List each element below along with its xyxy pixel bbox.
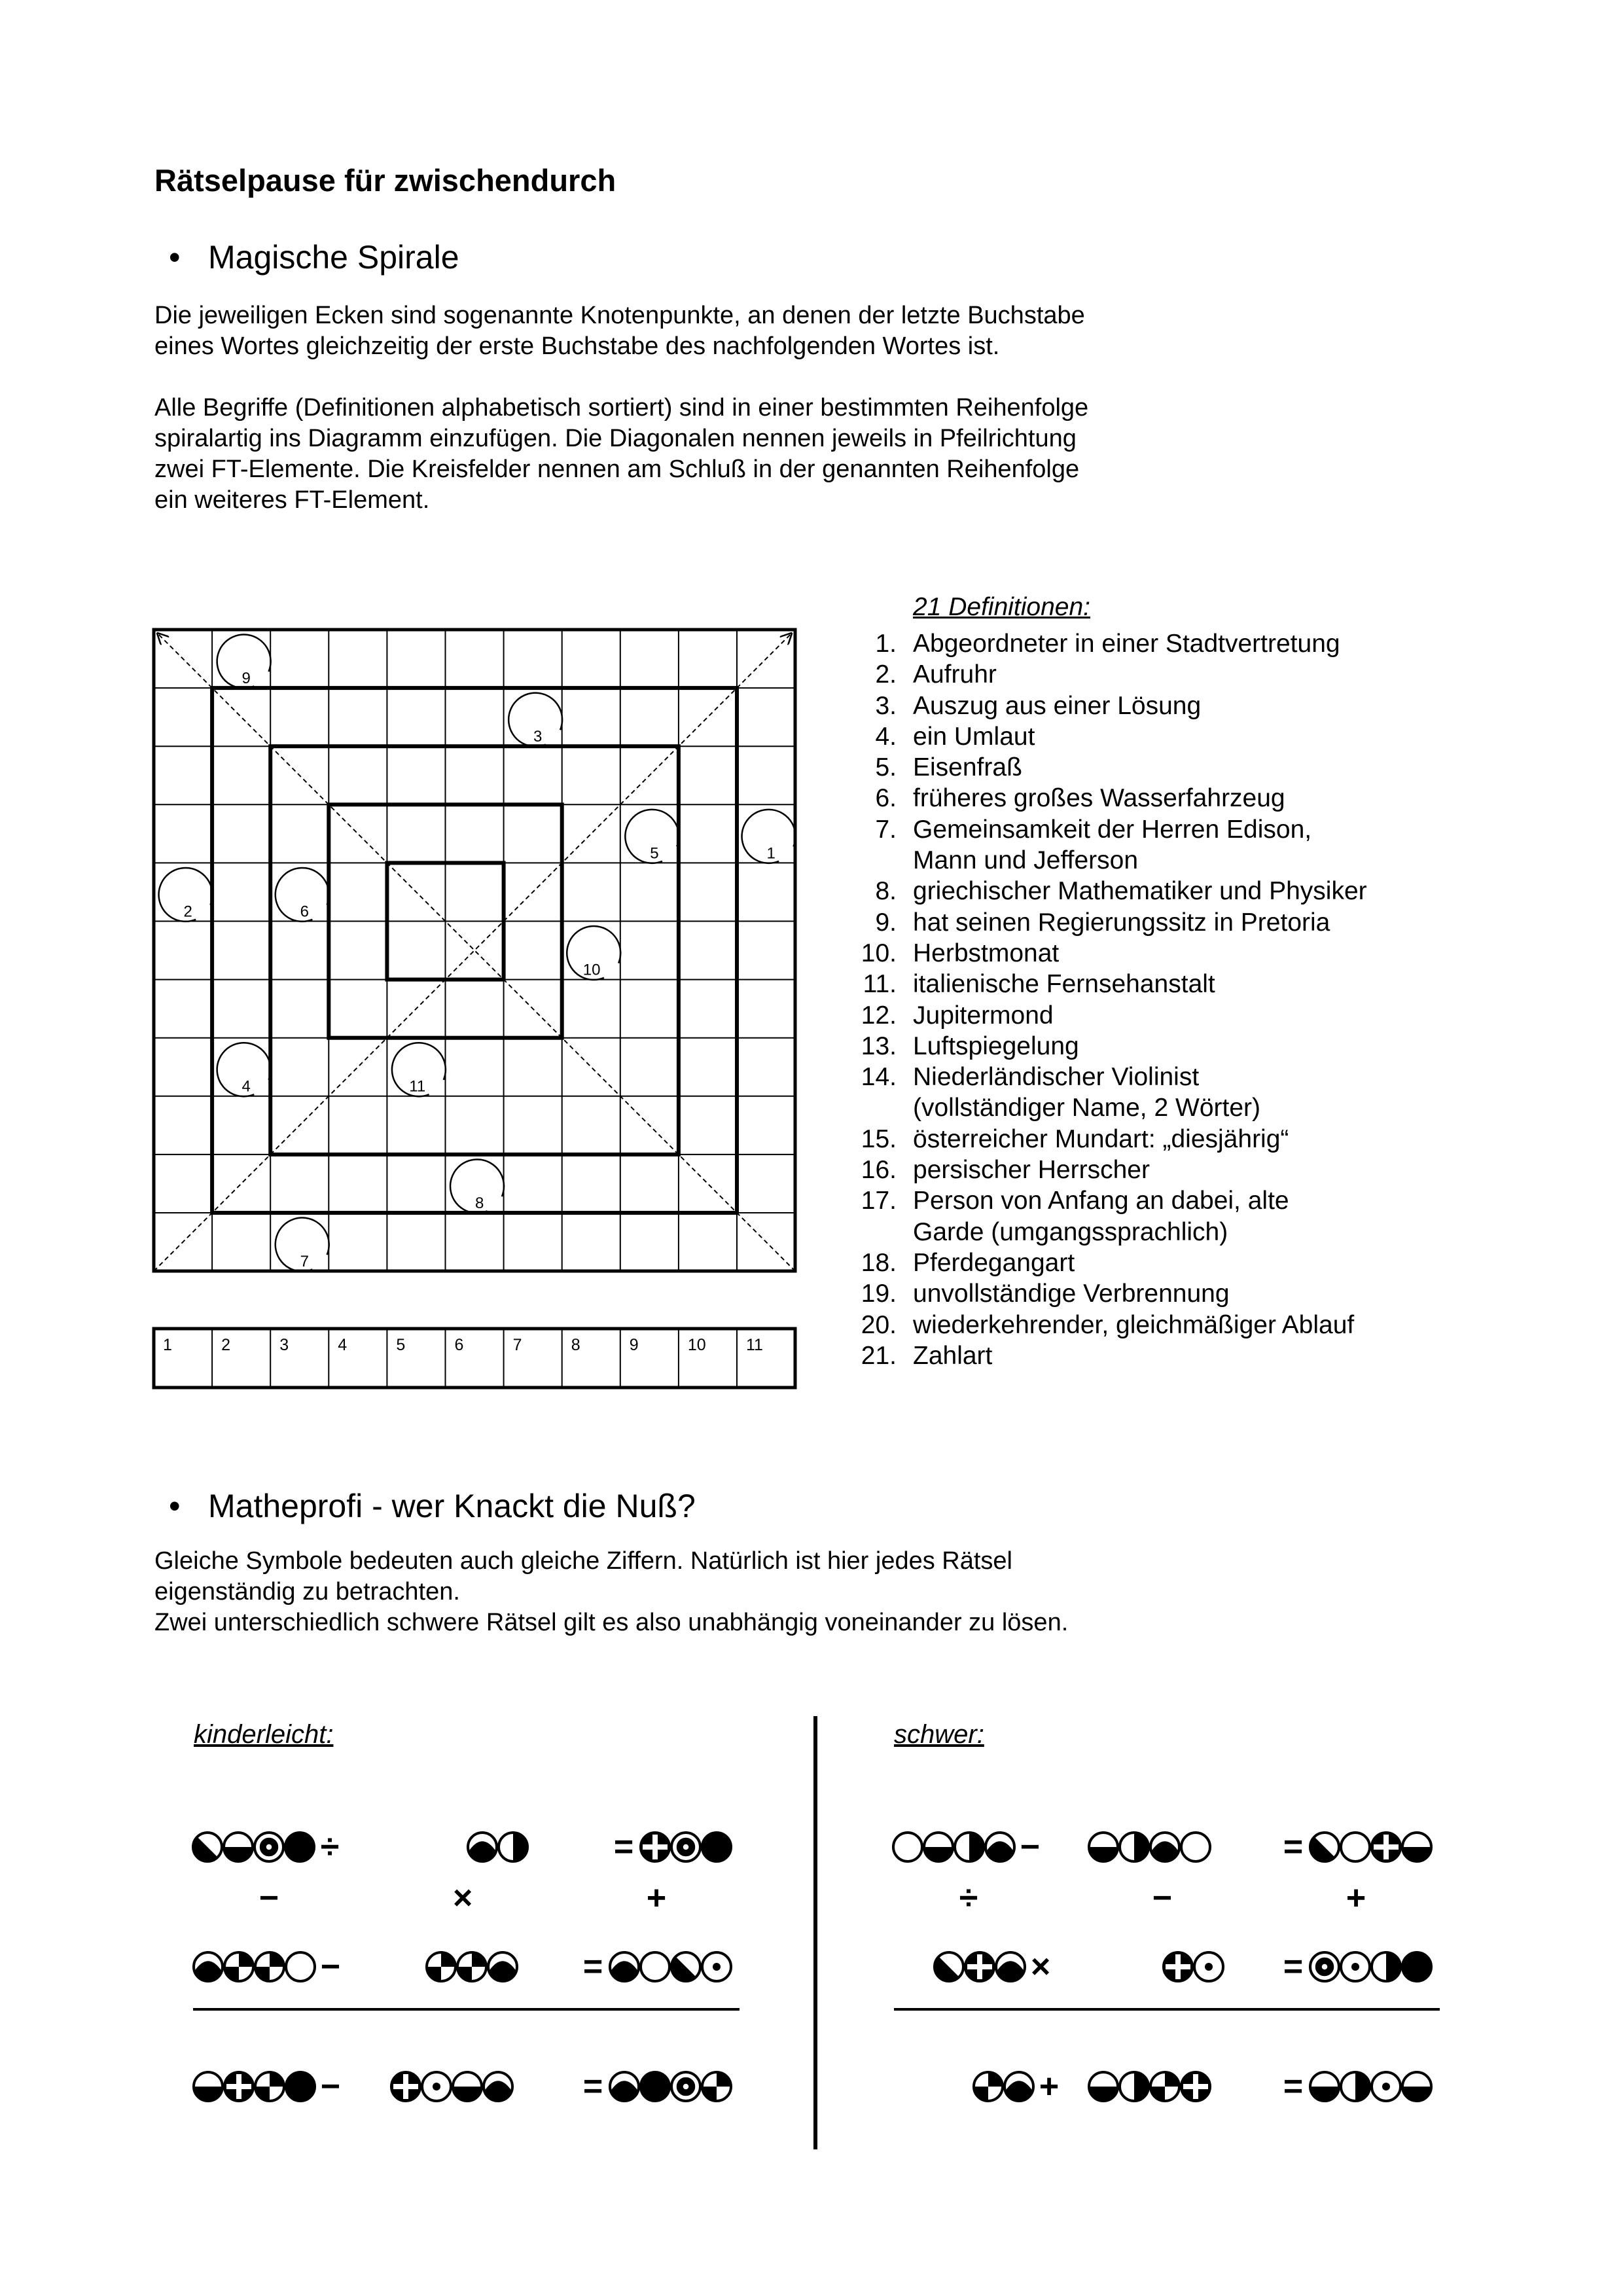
definition-line: Mann und Jefferson [913, 846, 1139, 875]
symbol-ck-icon [974, 2072, 1003, 2101]
diagonal-arrow-line [158, 634, 795, 1271]
definition-line: ein Umlaut [913, 722, 1035, 751]
definition-line: Garde (umgangssprachlich) [913, 1217, 1228, 1246]
section-heading-math-text: Matheprofi - wer Knackt die Nuß? [208, 1488, 696, 1524]
symbol-qs-icon [488, 1952, 517, 1981]
answer-cell-number: 3 [279, 1336, 289, 1354]
answer-cell-number: 8 [571, 1336, 580, 1354]
symbol-full-icon [702, 1833, 731, 1861]
definition-number: 13. [861, 1031, 897, 1060]
circle-field-number: 1 [766, 844, 776, 863]
symbol-ck-icon [702, 2072, 731, 2101]
definition-text [897, 1155, 1150, 1185]
symbol-vr-icon [1372, 1952, 1400, 1981]
definition-item [844, 969, 1367, 999]
easy-puzzle [193, 1828, 740, 2106]
definition-text [897, 969, 1215, 999]
section-heading-spiral [169, 238, 459, 276]
definition-item [844, 1340, 1367, 1371]
definition-text [897, 783, 1285, 814]
symbol-plus-icon [1372, 1833, 1400, 1861]
symbol-q1-icon [193, 1833, 222, 1861]
equals-sign: = [613, 1828, 634, 1866]
definition-line: Jupitermond [913, 1001, 1054, 1030]
definition-number: 18. [861, 1248, 897, 1277]
symbol-dot-icon [1194, 1952, 1223, 1981]
diagonal-arrow-line [154, 634, 791, 1271]
symbol-empty-icon [893, 1833, 922, 1861]
definition-item [844, 1062, 1367, 1124]
operator: − [320, 2068, 341, 2106]
circle-field-number: 2 [183, 903, 192, 921]
definition-item [844, 1247, 1367, 1278]
bullet: • [169, 1488, 181, 1524]
symbol-ring-icon [671, 1833, 700, 1861]
circle-field-number: 11 [409, 1077, 426, 1096]
symbol-dot-icon [422, 2072, 451, 2101]
definition-text [897, 628, 1340, 659]
answer-cell-number: 6 [454, 1336, 464, 1354]
definition-number: 11. [863, 970, 897, 999]
symbol-puzzles [0, 1767, 1623, 2134]
answer-cell-number: 4 [338, 1336, 348, 1354]
symbol-hl-icon [1089, 2072, 1118, 2101]
symbol-dot-icon [1341, 1952, 1370, 1981]
definition-number: 20. [861, 1310, 897, 1339]
definition-line: wiederkehrender, gleichmäßiger Ablauf [913, 1310, 1355, 1339]
symbol-qs-icon [610, 2072, 639, 2101]
definition-line: Luftspiegelung [913, 1031, 1079, 1060]
definition-item [844, 907, 1367, 938]
definition-line: Aufruhr [913, 660, 997, 689]
definition-item [844, 659, 1367, 690]
equation-row [194, 1948, 731, 1986]
symbol-plus-icon [1181, 2072, 1210, 2101]
definition-text [897, 938, 1059, 969]
symbol-hl-icon [1310, 2072, 1339, 2101]
symbol-hl-icon [1402, 2072, 1431, 2101]
symbol-qs-icon [986, 1833, 1014, 1861]
definition-number: 17. [861, 1187, 897, 1215]
definition-number: 16. [861, 1156, 897, 1185]
circle-field-number: 5 [650, 844, 659, 863]
definition-line: unvollständige Verbrennung [913, 1280, 1230, 1308]
answer-cell-number: 9 [629, 1336, 639, 1354]
operator: − [1020, 1828, 1041, 1866]
paragraph-line: Zwei unterschiedlich schwere Rätsel gilt es also unabhängig voneinander zu lösen. [154, 1609, 1069, 1636]
definition-item [844, 1155, 1367, 1185]
equation-row [193, 1828, 731, 1866]
hard-puzzle [893, 1828, 1440, 2106]
definition-number: 9. [875, 908, 897, 937]
symbol-qs-icon [468, 1833, 497, 1861]
circle-field-number: 6 [300, 903, 310, 921]
definition-number: 21. [861, 1341, 897, 1370]
symbol-vr-icon [955, 1833, 984, 1861]
paragraph-line: zwei FT-Elemente. Die Kreisfelder nennen am Schluß in der genannten Reihenfolge [154, 456, 1080, 483]
definition-item [844, 814, 1367, 876]
column-operator: − [1152, 1879, 1173, 1917]
definition-item [844, 721, 1367, 752]
definition-line: früheres großes Wasserfahrzeug [913, 784, 1285, 813]
symbol-empty-icon [641, 1952, 669, 1981]
symbol-ck-icon [255, 2072, 284, 2101]
definition-item [844, 691, 1367, 721]
symbol-qs-icon [610, 1952, 639, 1981]
symbol-q1-icon [1310, 1833, 1339, 1861]
definition-text [897, 907, 1330, 938]
answer-cell-number: 11 [746, 1336, 763, 1354]
column-operator: ÷ [959, 1879, 978, 1917]
definition-text [897, 814, 1311, 876]
equation-row [974, 2068, 1431, 2106]
paragraph-line: ein weiteres FT-Element. [154, 486, 430, 514]
symbol-ring-icon [671, 2072, 700, 2101]
circle-field-number: 3 [533, 728, 543, 746]
definition-line: Niederländischer Violinist [913, 1063, 1200, 1092]
equals-sign: = [1283, 1828, 1304, 1866]
operator: ÷ [320, 1828, 340, 1866]
operator: × [1030, 1948, 1051, 1986]
definition-line: griechischer Mathematiker und Physiker [913, 877, 1367, 906]
definition-line: Auszug aus einer Lösung [913, 691, 1202, 720]
symbol-full-icon [641, 2072, 669, 2101]
definition-text [897, 1000, 1054, 1031]
hard-label: schwer: [894, 1720, 984, 1749]
symbol-ring-icon [255, 1833, 283, 1861]
definition-number: 5. [875, 753, 897, 782]
equals-sign: = [582, 2068, 603, 2106]
circle-field-number: 9 [241, 669, 251, 687]
circle-field-number: 7 [300, 1252, 310, 1270]
definition-number: 10. [861, 939, 897, 967]
equation-row [935, 1948, 1431, 1986]
definition-item [844, 876, 1367, 906]
definition-number: 6. [875, 784, 897, 813]
answer-cell-number: 5 [396, 1336, 406, 1354]
definition-line: persischer Herrscher [913, 1156, 1150, 1185]
spiral-segment [212, 688, 737, 1213]
definition-number: 3. [875, 691, 897, 720]
paragraph-line: Alle Begriffe (Definitionen alphabetisch sortiert) sind in einer bestimmten Reihenfolge [154, 394, 1089, 422]
symbol-vr-icon [1120, 1833, 1149, 1861]
symbol-ring-icon [1310, 1952, 1339, 1981]
symbol-vr-icon [1341, 2072, 1370, 2101]
definition-line: Pferdegangart [913, 1248, 1075, 1277]
symbol-qs-icon [996, 1952, 1025, 1981]
definition-item [844, 1185, 1367, 1247]
paragraph-line: Die jeweiligen Ecken sind sogenannte Knotenpunkte, an denen der letzte Buchstabe [154, 302, 1085, 329]
spiral-intro-paragraph-1 [154, 300, 1085, 362]
paragraph-line: eigenständig zu betrachten. [154, 1578, 460, 1605]
definition-text [897, 1062, 1260, 1124]
definition-text [897, 752, 1022, 783]
definition-item [844, 1278, 1367, 1309]
definition-line: italienische Fernsehanstalt [913, 970, 1215, 999]
math-intro-paragraph [154, 1546, 1068, 1638]
page-title: Rätselpause für zwischendurch [154, 163, 616, 198]
definition-line: österreicher Mundart: „diesjährig“ [913, 1124, 1289, 1153]
definition-text [897, 721, 1035, 752]
symbol-q1-icon [671, 1952, 700, 1981]
symbol-ck-icon [1150, 2072, 1179, 2101]
symbol-ck-icon [427, 1952, 455, 1981]
symbol-full-icon [285, 1833, 314, 1861]
definition-number: 4. [875, 722, 897, 751]
definition-item [844, 938, 1367, 969]
definition-number: 8. [875, 877, 897, 906]
definition-item [844, 1124, 1367, 1155]
symbol-hl-icon [453, 2072, 482, 2101]
definition-line: Herbstmonat [913, 939, 1060, 967]
symbol-hl-icon [1089, 1833, 1118, 1861]
spiral-grid [144, 615, 812, 1401]
symbol-vr-icon [1120, 2072, 1149, 2101]
symbol-plus-icon [1164, 1952, 1192, 1981]
symbol-plus-icon [641, 1833, 669, 1861]
symbol-vr-icon [499, 1833, 527, 1861]
symbol-empty-icon [286, 1952, 315, 1981]
definition-number: 7. [875, 815, 897, 844]
column-operator: + [1346, 1879, 1366, 1917]
answer-cell-number: 10 [687, 1336, 706, 1354]
definition-item [844, 783, 1367, 814]
paragraph-line: spiralartig ins Diagramm einzufügen. Die Diagonalen nennen jeweils in Pfeilrichtung [154, 425, 1077, 452]
bullet: • [169, 239, 181, 276]
symbol-q1-icon [935, 1952, 963, 1981]
definition-line: Person von Anfang an dabei, alte [913, 1187, 1289, 1215]
symbol-ck-icon [255, 1952, 284, 1981]
symbol-qs-icon [194, 1952, 223, 1981]
definition-text [897, 876, 1367, 906]
operator: − [320, 1948, 341, 1986]
easy-label: kinderleicht: [194, 1720, 334, 1749]
definition-text [897, 691, 1201, 721]
equals-sign: = [1283, 1948, 1304, 1986]
definition-text [897, 1310, 1354, 1340]
definition-number: 12. [861, 1001, 897, 1030]
definition-line: Abgeordneter in einer Stadtvertretung [913, 630, 1340, 658]
definition-line: Gemeinsamkeit der Herren Edison, [913, 815, 1312, 844]
symbol-dot-icon [702, 1952, 731, 1981]
definition-text [897, 659, 997, 690]
symbol-plus-icon [224, 2072, 253, 2101]
answer-cell-number: 7 [512, 1336, 522, 1354]
definition-line: (vollständiger Name, 2 Wörter) [913, 1094, 1260, 1122]
definition-text [897, 1031, 1079, 1062]
equals-sign: = [582, 1948, 603, 1986]
symbol-qs-icon [484, 2072, 512, 2101]
definition-number: 19. [861, 1280, 897, 1308]
symbol-empty-icon [1341, 1833, 1370, 1861]
paragraph-line: eines Wortes gleichzeitig der erste Buchstabe des nachfolgenden Wortes ist. [154, 332, 1000, 360]
definition-text [897, 1124, 1289, 1155]
definition-item [844, 752, 1367, 783]
definition-item [844, 1000, 1367, 1031]
circle-field-number: 4 [241, 1077, 251, 1096]
symbol-qs-icon [1005, 2072, 1033, 2101]
equation-row [194, 2068, 731, 2106]
equation-row [893, 1828, 1431, 1866]
definition-text [897, 1247, 1075, 1278]
circle-field-number: 10 [582, 961, 601, 979]
definition-item [844, 628, 1367, 659]
section-heading-math [169, 1487, 696, 1525]
symbol-qs-icon [1150, 1833, 1179, 1861]
symbol-hl-icon [924, 1833, 953, 1861]
symbol-ck-icon [457, 1952, 486, 1981]
definition-text [897, 1185, 1289, 1247]
definition-number: 1. [875, 630, 897, 658]
equals-sign: = [1283, 2068, 1304, 2106]
paragraph-line: Gleiche Symbole bedeuten auch gleiche Ziffern. Natürlich ist hier jedes Rätsel [154, 1547, 1012, 1575]
symbol-full-icon [1402, 1952, 1431, 1981]
answer-cell-number: 2 [221, 1336, 231, 1354]
symbol-plus-icon [965, 1952, 994, 1981]
symbol-dot-icon [1372, 2072, 1400, 2101]
symbol-full-icon [286, 2072, 315, 2101]
definition-text [897, 1278, 1230, 1309]
definition-number: 2. [875, 660, 897, 689]
column-operator: × [452, 1879, 473, 1917]
column-operator: + [646, 1879, 667, 1917]
definition-item [844, 1310, 1367, 1340]
definition-line: Zahlart [913, 1341, 993, 1370]
symbol-empty-icon [1181, 1833, 1210, 1861]
definition-text [897, 1340, 992, 1371]
section-heading-spiral-text: Magische Spirale [208, 239, 459, 276]
definitions-title: 21 Definitionen: [913, 593, 1091, 621]
spiral-intro-paragraph-2 [154, 393, 1088, 516]
definition-item [844, 1031, 1367, 1062]
column-operator: − [259, 1879, 279, 1917]
definition-line: Eisenfraß [913, 753, 1022, 782]
operator: + [1039, 2068, 1060, 2106]
answer-cell-number: 1 [163, 1336, 172, 1354]
definition-number: 15. [861, 1124, 897, 1153]
symbol-hl-icon [1402, 1833, 1431, 1861]
symbol-ck-icon [224, 1952, 253, 1981]
definitions-list [844, 628, 1367, 1371]
symbol-plus-icon [391, 2072, 420, 2101]
symbol-hl-icon [194, 2072, 223, 2101]
definition-number: 14. [861, 1063, 897, 1092]
symbol-hl-icon [224, 1833, 253, 1861]
definition-line: hat seinen Regierungssitz in Pretoria [913, 908, 1330, 937]
circle-field-number: 8 [474, 1194, 484, 1212]
